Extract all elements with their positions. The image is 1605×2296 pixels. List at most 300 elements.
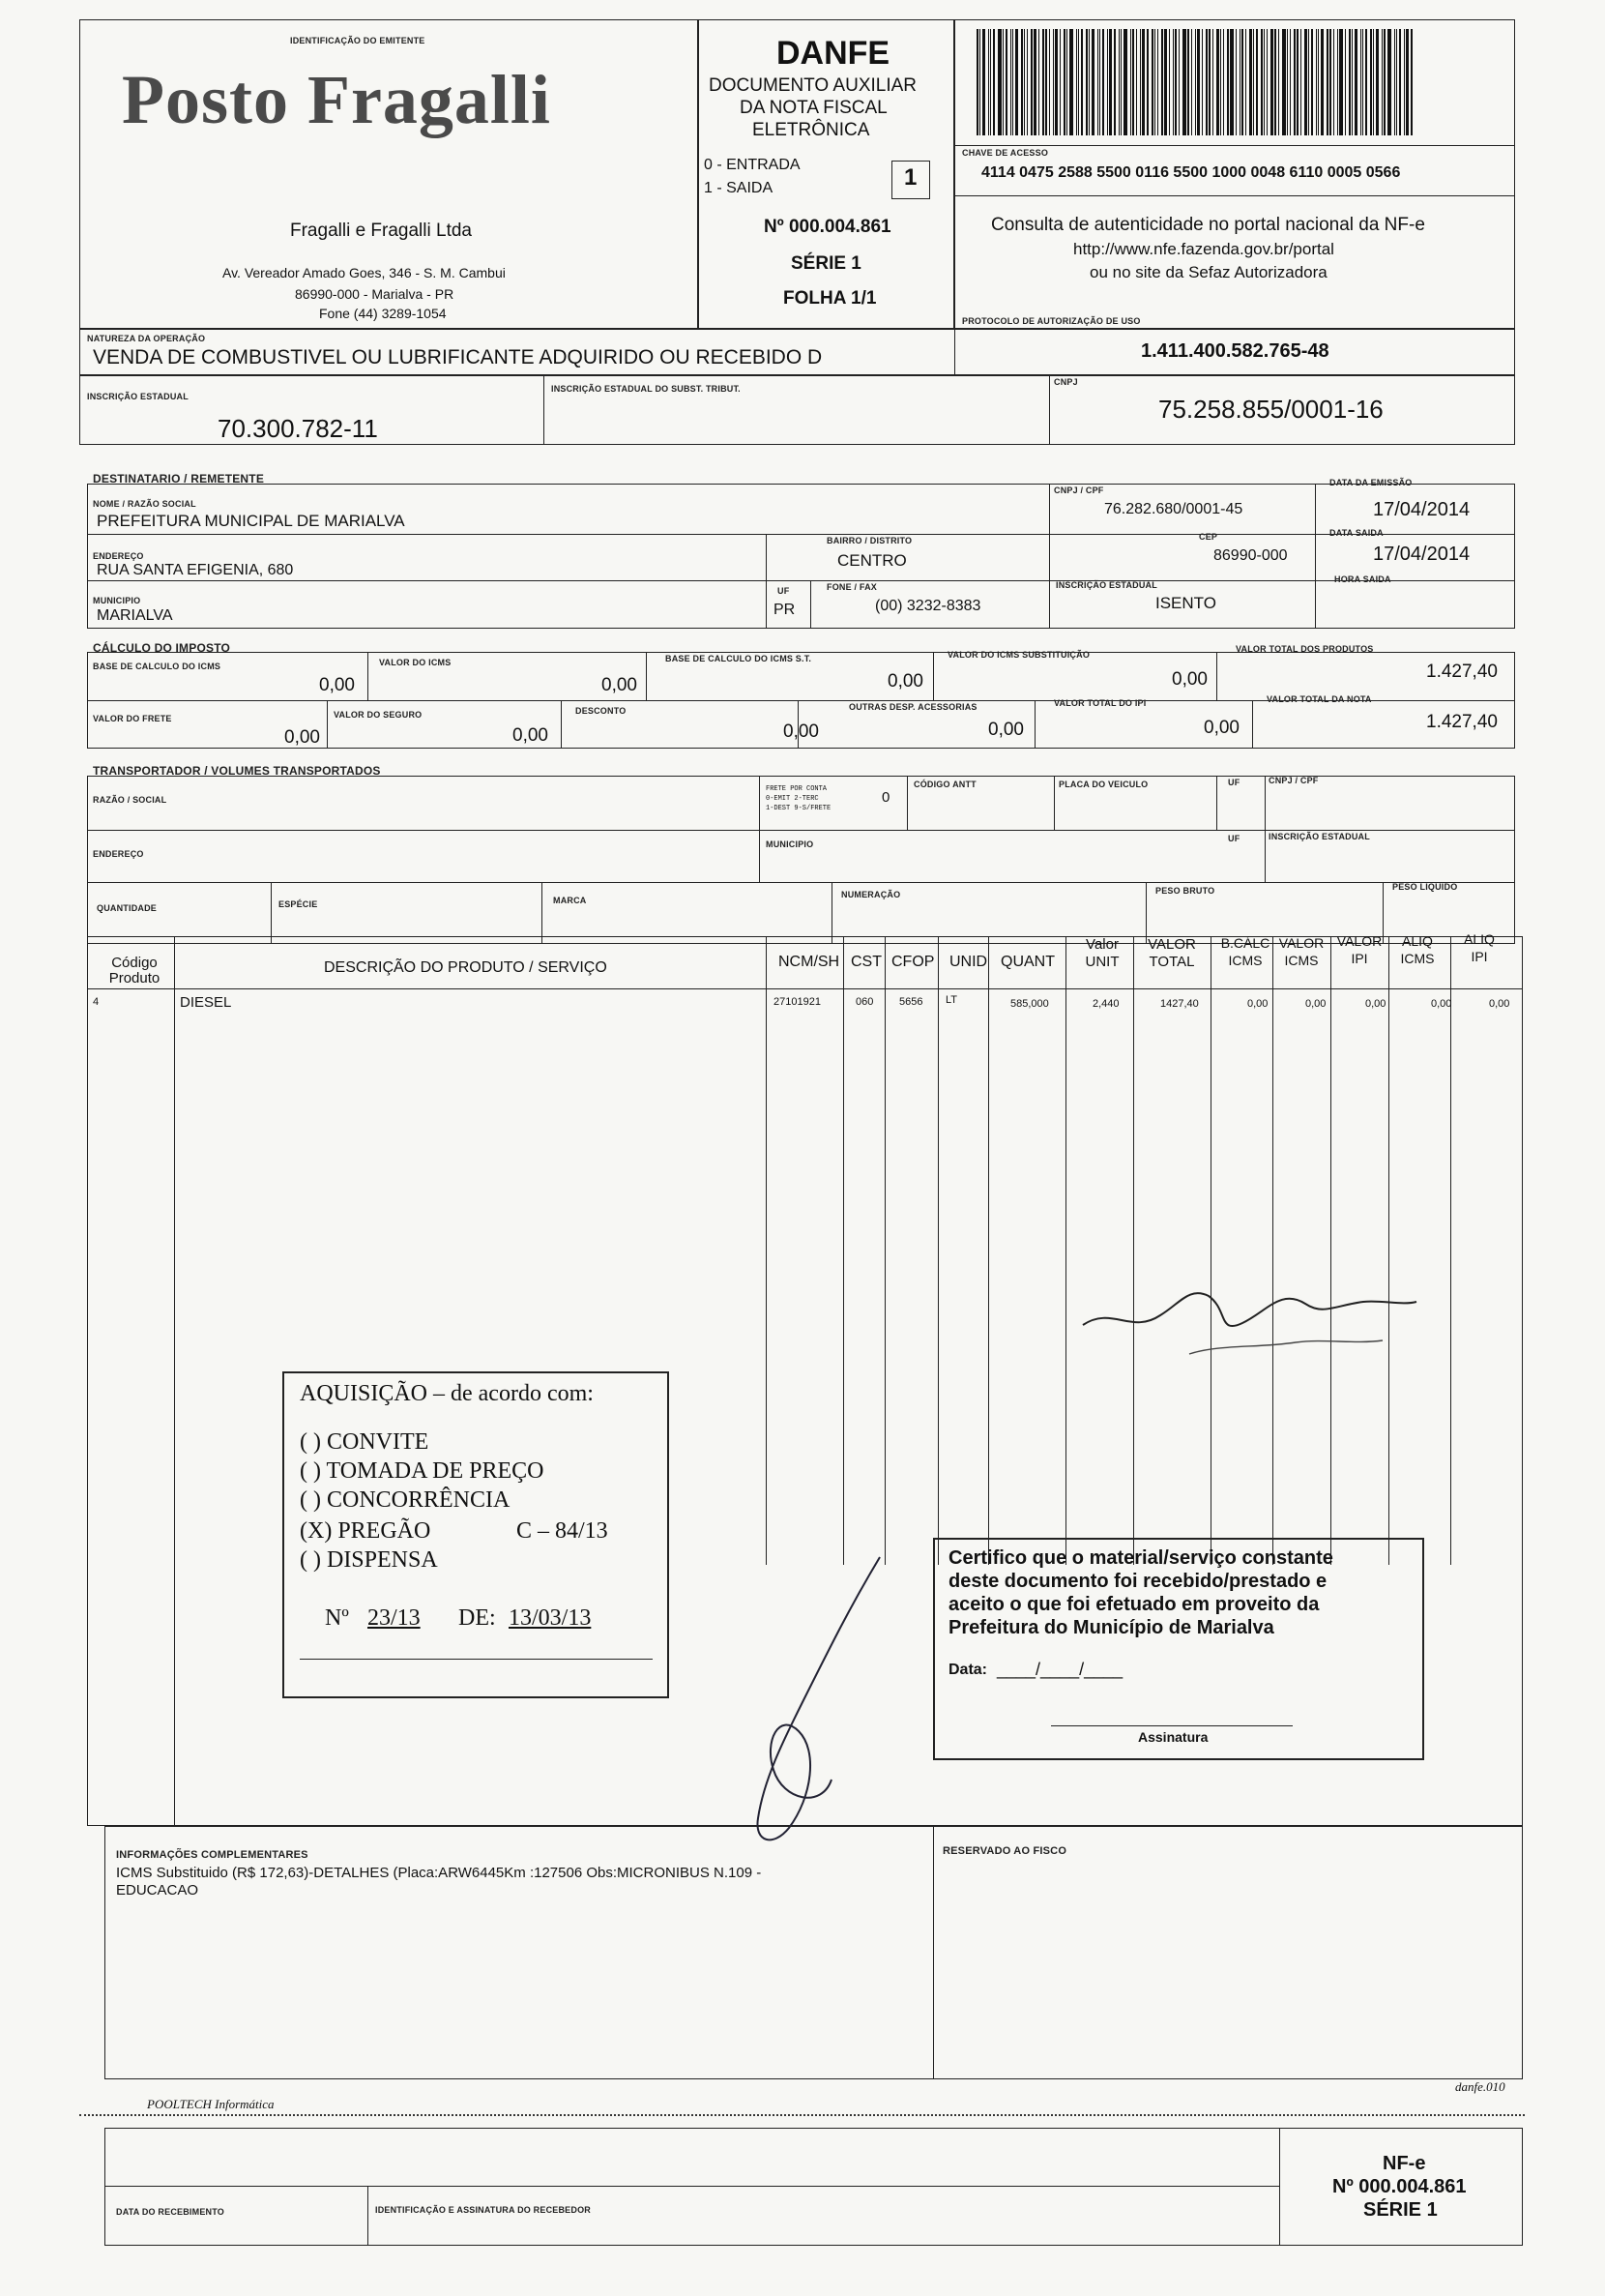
dest-cep-value: 86990-000 — [1213, 547, 1288, 564]
barcode-bar — [1161, 29, 1163, 135]
th-aliq-icms: ALIQ ICMS — [1400, 933, 1435, 966]
divider — [1315, 484, 1316, 629]
dest-endereco-caption: ENDEREÇO — [93, 551, 144, 561]
barcode-bar — [1212, 29, 1213, 135]
aquisicao-numero-value: 23/13 — [367, 1605, 421, 1631]
barcode-bar — [990, 29, 991, 135]
th-valor-total: VALOR TOTAL — [1148, 936, 1196, 970]
row-valor-icms: 0,00 — [1305, 998, 1327, 1010]
dest-nome-caption: NOME / RAZÃO SOCIAL — [93, 499, 196, 509]
transp-frete-line-1: FRETE POR CONTA — [766, 785, 828, 793]
barcode-bar — [1012, 29, 1013, 135]
dest-uf-value: PR — [773, 602, 796, 618]
barcode-bar — [1370, 29, 1372, 135]
emitente-address-2: 86990-000 - Marialva - PR — [295, 286, 454, 302]
barcode-bar — [1114, 29, 1116, 135]
barcode-bar — [1382, 29, 1383, 135]
transp-razao-caption: RAZÃO / SOCIAL — [93, 795, 167, 805]
th-codigo: Código Produto — [108, 955, 160, 986]
divider — [1035, 700, 1036, 749]
barcode-bar — [1362, 29, 1363, 135]
row-valor-unit: 2,440 — [1093, 998, 1120, 1010]
barcode-bar — [1060, 29, 1061, 135]
dest-cep-caption: CEP — [1199, 532, 1218, 542]
barcode-bar — [1195, 29, 1196, 135]
barcode-bar — [1021, 29, 1023, 135]
dest-cnpj-caption: CNPJ / CPF — [1054, 486, 1104, 495]
transp-peso-liquido-caption: PESO LIQUIDO — [1392, 882, 1458, 892]
barcode-bar — [1152, 29, 1153, 135]
barcode-bar — [1384, 29, 1386, 135]
divider — [907, 776, 908, 830]
barcode-bar — [1140, 29, 1141, 135]
barcode-bar — [1394, 29, 1395, 135]
barcode-bar — [1316, 29, 1317, 135]
total-nota-caption: VALOR TOTAL DA NOTA — [1267, 694, 1372, 704]
table-column-line — [1272, 936, 1273, 1565]
barcode-bar — [1282, 29, 1286, 135]
barcode-bar — [1024, 29, 1025, 135]
ie-st-caption: INSCRIÇÃO ESTADUAL DO SUBST. TRIBUT. — [551, 384, 741, 394]
transp-uf2-caption: UF — [1228, 834, 1240, 843]
transp-antt-caption: CÓDIGO ANTT — [914, 780, 977, 789]
barcode-bar — [1278, 29, 1279, 135]
barcode-bar — [1034, 29, 1036, 135]
outras-caption: OUTRAS DESP. ACESSORIAS — [849, 702, 978, 712]
barcode — [977, 29, 1494, 135]
barcode-bar — [1049, 29, 1050, 135]
emitente-logo: Posto Fragalli — [122, 61, 551, 138]
barcode-bar — [1099, 29, 1100, 135]
divider — [1265, 776, 1266, 882]
tear-line — [79, 2114, 1525, 2116]
barcode-bar — [1157, 29, 1158, 135]
barcode-bar — [1411, 29, 1413, 135]
barcode-bar — [1376, 29, 1379, 135]
divider — [646, 652, 647, 700]
transp-frete-line-3: 1-DEST 9-S/FRETE — [766, 805, 832, 812]
destinatario-caption: DESTINATARIO / REMETENTE — [93, 472, 265, 486]
barcode-bar — [1360, 29, 1361, 135]
seguro-caption: VALOR DO SEGURO — [334, 710, 423, 720]
divider — [1216, 652, 1217, 700]
barcode-bar — [1287, 29, 1288, 135]
barcode-bar — [1173, 29, 1174, 135]
aquisicao-title: AQUISIÇÃO – de acordo com: — [300, 1381, 594, 1406]
desconto-caption: DESCONTO — [575, 706, 627, 716]
base-st-value: 0,00 — [888, 671, 923, 692]
divider — [541, 882, 542, 944]
cert-line-4: Prefeitura do Município de Marialva — [948, 1617, 1274, 1638]
aquisicao-data-value: 13/03/13 — [509, 1605, 592, 1631]
barcode-bar — [1223, 29, 1224, 135]
barcode-bar — [1175, 29, 1177, 135]
barcode-bar — [1136, 29, 1137, 135]
natureza-caption: NATUREZA DA OPERAÇÃO — [87, 334, 206, 343]
divider — [561, 700, 562, 749]
dest-fone-caption: FONE / FAX — [827, 582, 878, 592]
dest-emissao-caption: DATA DA EMISSÃO — [1329, 478, 1413, 487]
dest-ie-caption: INSCRIÇÃO ESTADUAL — [1056, 580, 1157, 590]
dest-emissao-value: 17/04/2014 — [1373, 499, 1471, 520]
barcode-bar — [1267, 29, 1268, 135]
barcode-bar — [1124, 29, 1127, 135]
barcode-bar — [1154, 29, 1155, 135]
divider — [933, 1826, 934, 2079]
row-codigo: 4 — [93, 996, 100, 1008]
danfe-numero: Nº 000.004.861 — [764, 217, 891, 237]
nfe-numero: Nº 000.004.861 — [1332, 2176, 1467, 2197]
barcode-bar — [1230, 29, 1234, 135]
divider — [954, 311, 955, 375]
barcode-bar — [1130, 29, 1131, 135]
barcode-bar — [1345, 29, 1346, 135]
barcode-bar — [1308, 29, 1309, 135]
barcode-bar — [1055, 29, 1058, 135]
barcode-bar — [1097, 29, 1098, 135]
table-column-line — [1450, 936, 1451, 1565]
barcode-bar — [1270, 29, 1273, 135]
barcode-bar — [1304, 29, 1307, 135]
barcode-bar — [1396, 29, 1397, 135]
outras-value: 0,00 — [988, 720, 1024, 740]
barcode-bar — [977, 29, 978, 135]
emitente-address-1: Av. Vereador Amado Goes, 346 - S. M. Cambui — [222, 265, 506, 280]
dest-municipio-caption: MUNICIPIO — [93, 596, 141, 605]
row-cfop: 5656 — [899, 996, 923, 1008]
divider — [1054, 776, 1055, 830]
divider — [87, 830, 1515, 831]
barcode-bar — [1297, 29, 1299, 135]
barcode-bar — [1209, 29, 1211, 135]
dest-fone-value: (00) 3232-8383 — [875, 598, 981, 614]
frete-value: 0,00 — [284, 727, 320, 748]
dest-bairro-value: CENTRO — [837, 551, 907, 570]
total-nota-value: 1.427,40 — [1426, 712, 1498, 732]
barcode-bar — [1179, 29, 1180, 135]
barcode-bar — [1220, 29, 1221, 135]
divider — [367, 2186, 368, 2246]
barcode-bar — [1206, 29, 1208, 135]
transportador-caption: TRANSPORTADOR / VOLUMES TRANSPORTADOS — [93, 764, 381, 778]
barcode-bar — [1327, 29, 1328, 135]
barcode-bar — [1274, 29, 1276, 135]
barcode-bar — [1355, 29, 1357, 135]
dest-hora-caption: HORA SAIDA — [1334, 574, 1391, 584]
base-st-caption: BASE DE CALCULO DO ICMS S.T. — [665, 654, 812, 663]
barcode-bar — [1003, 29, 1004, 135]
th-unid: UNID — [949, 954, 988, 970]
danfe-subtitle-1: DOCUMENTO AUXILIAR — [709, 75, 918, 96]
divider — [1049, 375, 1050, 445]
nfe-label: NF-e — [1383, 2153, 1426, 2174]
aquisicao-sign-line — [300, 1659, 653, 1660]
barcode-bar — [993, 29, 995, 135]
barcode-bar — [1064, 29, 1065, 135]
th-descricao: DESCRIÇÃO DO PRODUTO / SERVIÇO — [324, 959, 607, 976]
barcode-bar — [1249, 29, 1252, 135]
barcode-bar — [1086, 29, 1088, 135]
table-column-line — [938, 936, 939, 1565]
row-valor-total: 1427,40 — [1160, 998, 1199, 1010]
transp-especie-caption: ESPÉCIE — [278, 899, 318, 909]
barcode-bar — [1081, 29, 1083, 135]
barcode-bar — [1092, 29, 1094, 135]
software-credit: POOLTECH Informática — [147, 2097, 275, 2111]
barcode-bar — [1261, 29, 1263, 135]
valor-st-value: 0,00 — [1172, 669, 1208, 690]
aquisicao-data-label: DE: — [458, 1605, 496, 1631]
chave-value: 4114 0475 2588 5500 0116 5500 1000 0048 6110 0005 0566 — [981, 164, 1401, 181]
dest-municipio-value: MARIALVA — [97, 607, 173, 624]
danfe-subtitle-2: DA NOTA FISCAL — [740, 98, 888, 118]
barcode-bar — [1329, 29, 1331, 135]
aquisicao-item-concorrencia: ( ) CONCORRÊNCIA — [300, 1487, 511, 1513]
emitente-caption: IDENTIFICAÇÃO DO EMITENTE — [290, 36, 425, 45]
transp-cnpj-caption: CNPJ / CPF — [1269, 776, 1319, 785]
table-column-line — [1330, 936, 1331, 1565]
table-column-line — [988, 936, 989, 1565]
barcode-bar — [1245, 29, 1246, 135]
barcode-bar — [1387, 29, 1391, 135]
seguro-value: 0,00 — [512, 725, 548, 746]
barcode-bar — [1333, 29, 1334, 135]
certificacao-stamp — [933, 1538, 1424, 1760]
barcode-bar — [979, 29, 980, 135]
table-header-divider — [87, 988, 1523, 989]
nfe-serie: SÉRIE 1 — [1363, 2199, 1438, 2221]
barcode-bar — [1321, 29, 1324, 135]
informacoes-line-1: ICMS Substituido (R$ 172,63)-DETALHES (Placa:ARW6445Km :127506 Obs:MICRONIBUS N.109 - — [116, 1865, 762, 1881]
data-recebimento-caption: DATA DO RECEBIMENTO — [116, 2207, 224, 2217]
barcode-bar — [1042, 29, 1044, 135]
ie-caption: INSCRIÇÃO ESTADUAL — [87, 392, 189, 401]
th-aliq-ipi: ALIQ IPI — [1464, 931, 1495, 964]
row-aliq-icms: 0,00 — [1431, 998, 1452, 1010]
transp-peso-bruto-caption: PESO BRUTO — [1155, 886, 1215, 896]
imposto-caption: CÁLCULO DO IMPOSTO — [93, 641, 231, 655]
aquisicao-item-pregao: (X) PREGÃO — [300, 1518, 431, 1544]
barcode-bar — [1102, 29, 1104, 135]
dest-saida-value: 17/04/2014 — [1373, 544, 1471, 565]
danfe-subtitle-3: ELETRÔNICA — [752, 120, 870, 140]
danfe-title: DANFE — [776, 35, 890, 72]
barcode-bar — [1406, 29, 1409, 135]
consulta-line-2: http://www.nfe.fazenda.gov.br/portal — [1073, 240, 1334, 258]
identificacao-recebedor-caption: IDENTIFICAÇÃO E ASSINATURA DO RECEBEDOR — [375, 2205, 591, 2215]
barcode-bar — [1107, 29, 1108, 135]
base-icms-caption: BASE DE CALCULO DO ICMS — [93, 662, 221, 671]
barcode-bar — [1227, 29, 1229, 135]
row-unid: LT — [946, 994, 958, 1006]
desconto-value: 0,00 — [783, 721, 819, 742]
barcode-bar — [1264, 29, 1265, 135]
dest-nome-value: PREFEITURA MUNICIPAL DE MARIALVA — [97, 512, 405, 530]
barcode-bar — [1197, 29, 1200, 135]
cert-line-3: aceito o que foi efetuado em proveito da — [948, 1594, 1320, 1615]
danfe-serie: SÉRIE 1 — [791, 253, 861, 274]
chave-caption: CHAVE DE ACESSO — [962, 148, 1049, 158]
aquisicao-numero-label: Nº — [325, 1605, 349, 1631]
dest-cnpj-value: 76.282.680/0001-45 — [1104, 501, 1243, 517]
barcode-bar — [1132, 29, 1134, 135]
aquisicao-stamp — [282, 1371, 669, 1698]
barcode-bar — [998, 29, 1002, 135]
barcode-bar — [1294, 29, 1296, 135]
barcode-bar — [1027, 29, 1028, 135]
divider — [766, 534, 767, 629]
danfe-entrada: 0 - ENTRADA — [704, 157, 801, 173]
canhoto-box — [104, 2128, 1523, 2246]
signature-scribble — [1073, 1267, 1421, 1383]
table-column-line — [174, 936, 175, 1826]
danfe-saida: 1 - SAIDA — [704, 180, 773, 196]
barcode-bar — [1337, 29, 1338, 135]
divider — [104, 2186, 1279, 2187]
th-ncm: NCM/SH — [778, 954, 840, 970]
table-column-line — [766, 936, 767, 1565]
barcode-bar — [1339, 29, 1343, 135]
cert-sign-line — [1051, 1725, 1293, 1726]
cnpj-emitente-value: 75.258.855/0001-16 — [1158, 395, 1384, 424]
divider — [1146, 882, 1147, 944]
barcode-bar — [1187, 29, 1189, 135]
divider — [367, 652, 368, 700]
barcode-bar — [1318, 29, 1319, 135]
barcode-bar — [1147, 29, 1149, 135]
barcode-bar — [1053, 29, 1054, 135]
divider — [327, 700, 328, 749]
aquisicao-item-tomada: ( ) TOMADA DE PREÇO — [300, 1458, 544, 1484]
dest-endereco-value: RUA SANTA EFIGENIA, 680 — [97, 562, 294, 578]
divider — [954, 145, 1515, 146]
table-column-line — [843, 936, 844, 1565]
divider — [1049, 484, 1050, 629]
danfe-folha: FOLHA 1/1 — [783, 288, 877, 309]
barcode-bar — [1256, 29, 1258, 135]
cert-assinatura-label: Assinatura — [1138, 1729, 1209, 1745]
table-column-line — [1388, 936, 1389, 1565]
barcode-bar — [1236, 29, 1237, 135]
total-produtos-value: 1.427,40 — [1426, 662, 1498, 682]
cert-line-1: Certifico que o material/serviço constante — [948, 1547, 1333, 1569]
barcode-bar — [1142, 29, 1145, 135]
barcode-bar — [1006, 29, 1007, 135]
cnpj-emitente-caption: CNPJ — [1054, 377, 1078, 387]
transp-endereco-caption: ENDEREÇO — [93, 849, 144, 859]
dest-uf-caption: UF — [777, 586, 790, 596]
divider — [543, 375, 544, 445]
barcode-bar — [1069, 29, 1073, 135]
divider — [271, 882, 272, 944]
barcode-bar — [1045, 29, 1047, 135]
row-descricao: DIESEL — [180, 994, 232, 1011]
total-produtos-caption: VALOR TOTAL DOS PRODUTOS — [1236, 644, 1374, 654]
barcode-bar — [1216, 29, 1219, 135]
informacoes-caption: INFORMAÇÕES COMPLEMENTARES — [116, 1849, 308, 1861]
destinatario-box — [87, 484, 1515, 629]
emitente-phone: Fone (44) 3289-1054 — [319, 306, 447, 321]
barcode-bar — [1253, 29, 1254, 135]
frete-caption: VALOR DO FRETE — [93, 714, 172, 723]
th-cst: CST — [851, 954, 882, 970]
divider — [87, 882, 1515, 883]
signature-loop — [735, 1547, 890, 1857]
valor-icms-caption: VALOR DO ICMS — [379, 658, 452, 667]
transp-ie-caption: INSCRIÇÃO ESTADUAL — [1269, 832, 1370, 841]
row-valor-ipi: 0,00 — [1365, 998, 1386, 1010]
row-bc-icms: 0,00 — [1247, 998, 1269, 1010]
transp-numeracao-caption: NUMERAÇÃO — [841, 890, 901, 899]
barcode-bar — [1015, 29, 1018, 135]
barcode-bar — [1031, 29, 1033, 135]
barcode-bar — [1365, 29, 1367, 135]
barcode-bar — [1404, 29, 1405, 135]
th-bc-icms: B.CÁLC ICMS — [1220, 935, 1270, 968]
divider — [1279, 2128, 1280, 2246]
aquisicao-pregao-ref: C – 84/13 — [516, 1518, 608, 1544]
row-quant: 585,000 — [1010, 998, 1049, 1010]
emitente-name: Fragalli e Fragalli Ltda — [290, 221, 472, 241]
table-column-line — [1065, 936, 1066, 1565]
barcode-bar — [1191, 29, 1192, 135]
divider — [954, 195, 1515, 196]
cert-data-blank: ____/____/____ — [997, 1660, 1124, 1679]
reservado-fisco-caption: RESERVADO AO FISCO — [943, 1845, 1067, 1857]
divider — [759, 776, 760, 882]
transp-frete-line-2: 0-EMIT 2-TERC — [766, 795, 819, 803]
transp-frete-value: 0 — [882, 789, 890, 806]
barcode-bar — [1010, 29, 1011, 135]
cert-line-2: deste documento foi recebido/prestado e — [948, 1571, 1328, 1592]
barcode-bar — [1352, 29, 1353, 135]
th-valor-unit: Valor UNIT — [1085, 936, 1120, 970]
barcode-bar — [1202, 29, 1203, 135]
dest-ie-value: ISENTO — [1155, 594, 1216, 612]
transp-placa-caption: PLACA DO VEICULO — [1059, 780, 1149, 789]
divider — [1216, 776, 1217, 830]
aquisicao-item-dispensa: ( ) DISPENSA — [300, 1547, 438, 1573]
barcode-bar — [1311, 29, 1313, 135]
consulta-line-3: ou no site da Sefaz Autorizadora — [1090, 263, 1328, 281]
th-valor-icms: VALOR ICMS — [1278, 935, 1325, 968]
natureza-value: VENDA DE COMBUSTIVEL OU LUBRIFICANTE ADQUIRIDO OU RECEBIDO D — [93, 346, 823, 368]
barcode-bar — [1119, 29, 1120, 135]
barcode-bar — [1399, 29, 1401, 135]
divider — [87, 580, 1515, 581]
danfe-tipo-value: 1 — [904, 164, 918, 191]
barcode-bar — [982, 29, 985, 135]
ipi-value: 0,00 — [1204, 718, 1240, 738]
barcode-bar — [1089, 29, 1090, 135]
valor-st-caption: VALOR DO ICMS SUBSTITUIÇÃO — [948, 650, 1091, 660]
table-column-line — [1133, 936, 1134, 1565]
aquisicao-item-convite: ( ) CONVITE — [300, 1429, 429, 1455]
table-column-line — [885, 936, 886, 1565]
dest-saida-caption: DATA SAIDA — [1329, 528, 1384, 538]
valor-icms-value: 0,00 — [601, 675, 637, 695]
barcode-bar — [1078, 29, 1079, 135]
barcode-bar — [1290, 29, 1291, 135]
base-icms-value: 0,00 — [319, 675, 355, 695]
row-aliq-ipi: 0,00 — [1489, 998, 1510, 1010]
divider — [1252, 700, 1253, 749]
barcode-bar — [1182, 29, 1186, 135]
transp-quantidade-caption: QUANTIDADE — [97, 903, 157, 913]
barcode-bar — [1300, 29, 1301, 135]
row-ncm: 27101921 — [773, 996, 821, 1008]
form-id: danfe.010 — [1455, 2079, 1505, 2094]
